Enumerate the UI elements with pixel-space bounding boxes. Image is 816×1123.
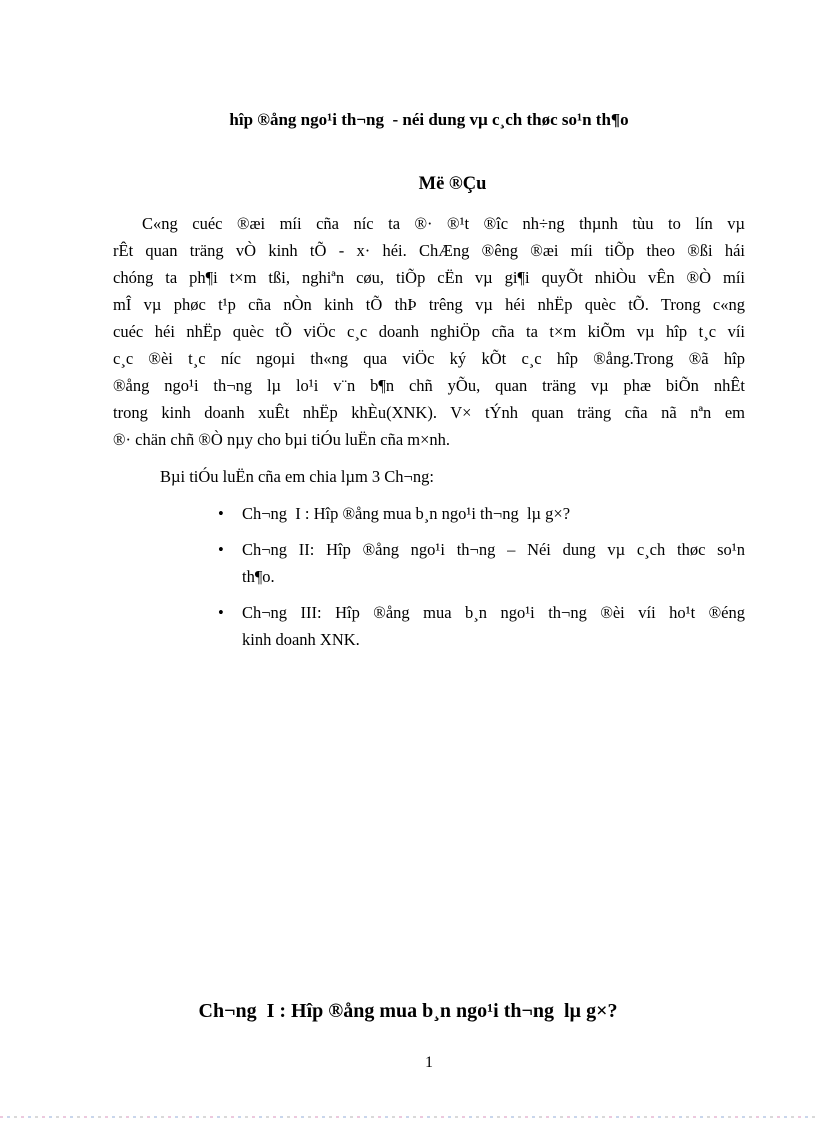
list-item-text: Ch¬ng II: Hîp ®ång ngo¹i th¬ng – Néi dung vµ c¸ch thøc so¹n xyxy=(242,540,745,559)
list-item-text: kinh doanh XNK. xyxy=(242,630,360,649)
list-item xyxy=(113,500,745,527)
page-break-divider xyxy=(0,1116,816,1118)
document-title: hîp ®ång ngo¹i th¬ng - néi dung vµ c¸ch thøc so¹n th¶o xyxy=(229,110,629,129)
list-item xyxy=(113,599,745,653)
paragraph-line: c¸c ®èi t¸c níc ngoµi th«ng qua viÖc ký kÕt c¸c hîp ®ång.Trong ®ã hîp xyxy=(113,349,745,368)
chapters-intro-line: Bµi tiÓu luËn cña em chia lµm 3 Ch¬ng: xyxy=(160,467,434,486)
bullet-icon: • xyxy=(218,540,224,559)
paragraph-line: ®ång ngo¹i th¬ng lµ lo¹i v¨n b¶n chñ yÕu, quan träng vµ phæ biÕn nhÊt xyxy=(113,376,745,395)
paragraph-line: rÊt quan träng vÒ kinh tÕ - x· héi. ChÆng ®êng ®æi míi tiÕp theo ®ßi hái xyxy=(113,241,745,260)
list-item-text: th¶o. xyxy=(242,567,275,586)
paragraph-line: trong kinh doanh xuÊt nhËp khÈu(XNK). V× tÝnh quan träng cña nã nªn em xyxy=(113,403,745,422)
paragraph-line: mÎ vµ phøc t¹p cña nÒn kinh tÕ thÞ trêng vµ héi nhËp quèc tÕ. Trong c«ng xyxy=(113,295,745,314)
paragraph-line: ®· chän chñ ®Ò nµy cho bµi tiÓu luËn cña m×nh. xyxy=(113,430,451,449)
paragraph-line: chóng ta ph¶i t×m tßi, nghiªn cøu, tiÕp cËn vµ gi¶i quyÕt nhiÒu vÊn ®Ò míi xyxy=(113,268,745,287)
bullet-icon: • xyxy=(218,504,224,523)
paragraph-line: C«ng cuéc ®æi míi cña níc ta ®· ®¹t ®îc nh÷ng thµnh tùu to lín vµ xyxy=(142,214,745,233)
bullet-icon: • xyxy=(218,603,224,622)
section-heading-mo-dau: Më ®Çu xyxy=(418,174,487,194)
paragraph-line: cuéc héi nhËp quèc tÕ viÖc c¸c doanh nghiÖp cña ta t×m kiÕm vµ hîp t¸c víi xyxy=(113,322,745,341)
list-item-text: Ch¬ng I : Hîp ®ång mua b¸n ngo¹i th¬ng lµ g×? xyxy=(242,504,571,523)
chapter-list xyxy=(113,500,745,662)
chapter-1-heading: Ch¬ng I : Hîp ®ång mua b¸n ngo¹i th¬ng lµ g×? xyxy=(198,1000,618,1022)
page-number: 1 xyxy=(425,1054,433,1071)
list-item xyxy=(113,536,745,590)
intro-paragraph xyxy=(113,210,745,453)
list-item-text: Ch¬ng III: Hîp ®ång mua b¸n ngo¹i th¬ng ®èi víi ho¹t ®éng xyxy=(242,603,745,622)
